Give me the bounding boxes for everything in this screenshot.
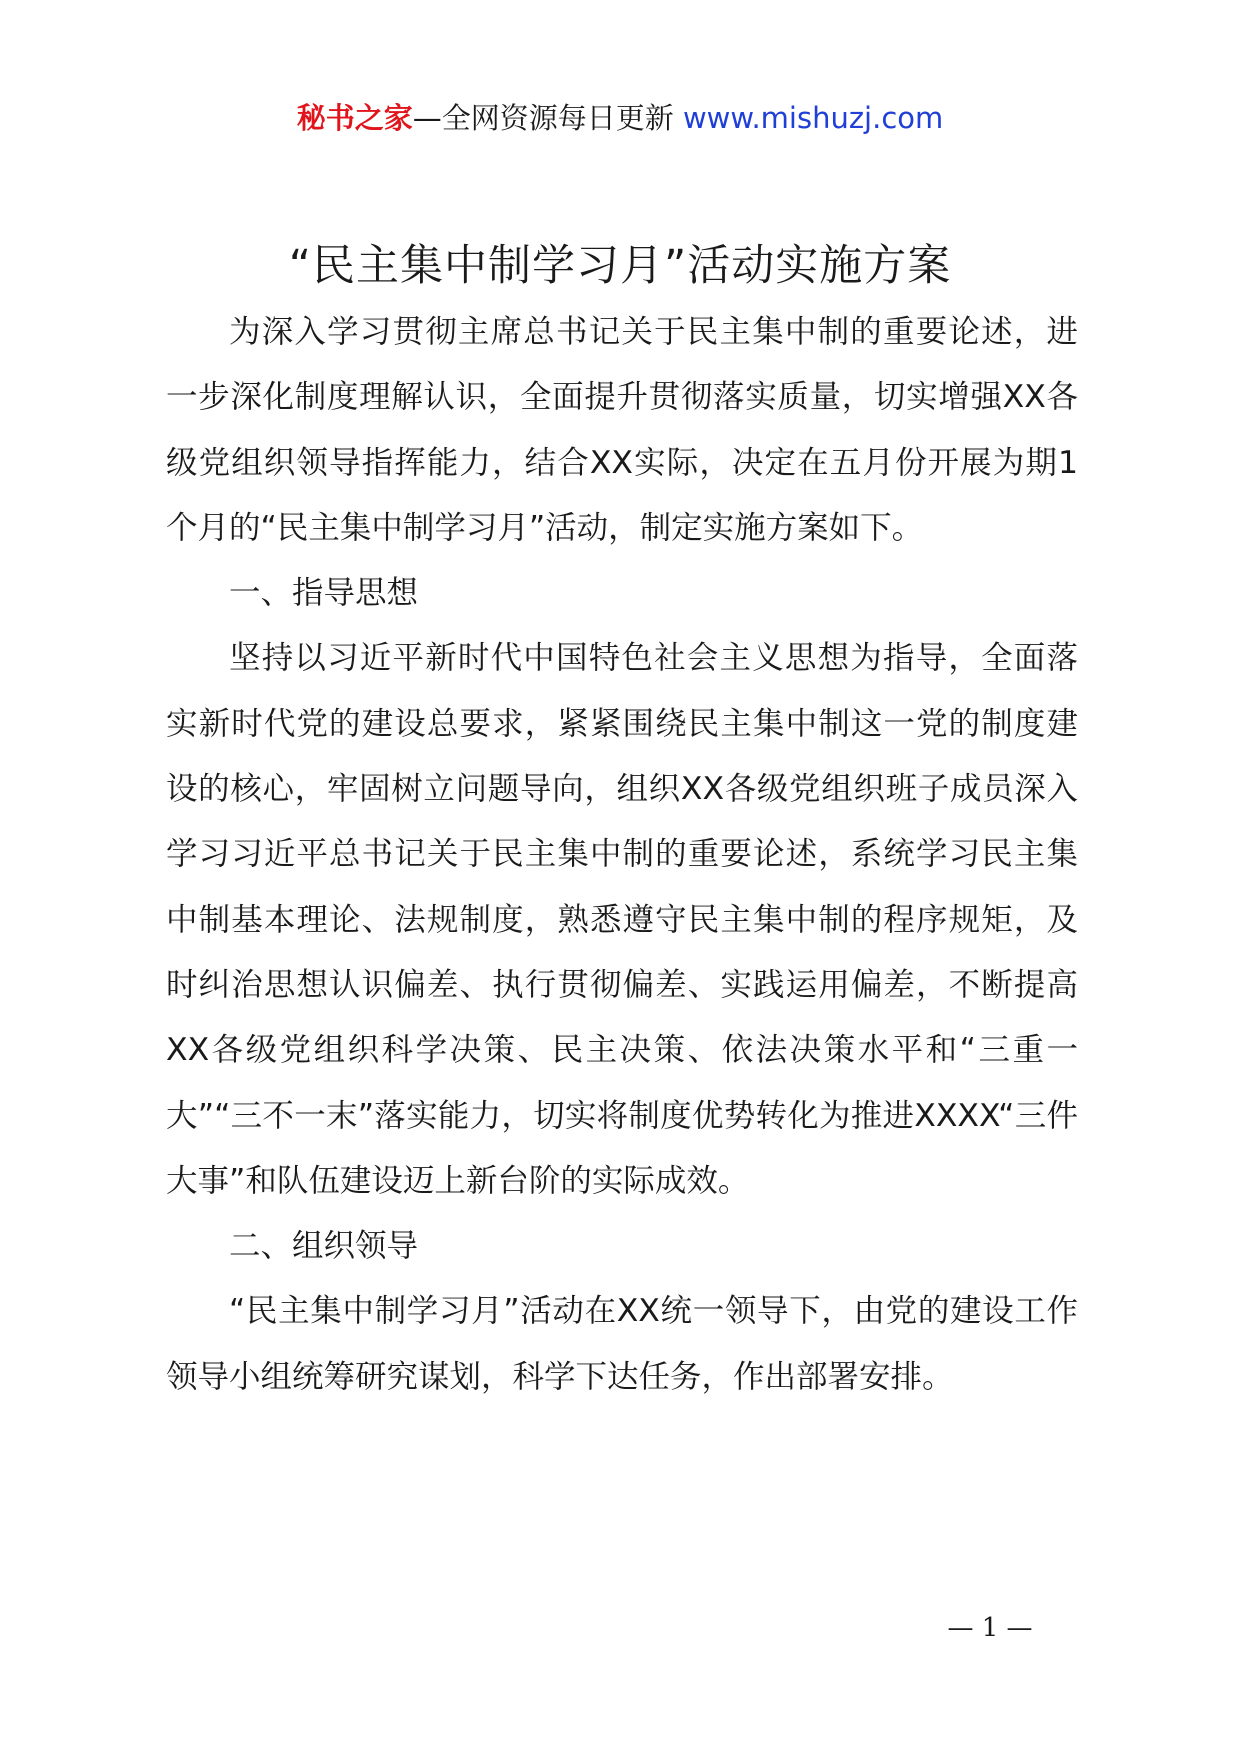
site-slogan: —全网资源每日更新 bbox=[412, 101, 683, 135]
guiding-ideology-paragraph: 坚持以习近平新时代中国特色社会主义思想为指导，全面落实新时代党的建设总要求，紧紧围绕民主集中制这一党的制度建设的核心，牢固树立问题导向，组织XX各级党组织班子成员深入学习习近平总书记关于民主集中制的重要论述，系统学习民主集中制基本理论、法规制度，熟悉遵守民主集中制的程序规矩，及时纠治思想认识偏差、执行贯彻偏差、实践运用偏差，不断提高XX各级党组织科学决策、民主决策、依法决策水平和“三重一大”“三不一末”落实能力，切实将制度优势转化为推进XXXX“三件大事”和队伍建设迈上新台阶的实际成效。 bbox=[166, 640, 1078, 1199]
organization-leadership-paragraph: “民主集中制学习月”活动在XX统一领导下，由党的建设工作领导小组统筹研究谋划，科学下达任务，作出部署安排。 bbox=[166, 1293, 1078, 1395]
section-heading-guiding-ideology: 一、指导思想 bbox=[229, 575, 419, 612]
document-body bbox=[166, 300, 1078, 1410]
intro-paragraph: 为深入学习贯彻主席总书记关于民主集中制的重要论述，进一步深化制度理解认识，全面提升贯彻落实质量，切实增强XX各级党组织领导指挥能力，结合XX实际，决定在五月份开展为期1个月的“民主集中制学习月”活动，制定实施方案如下。 bbox=[166, 314, 1078, 546]
page-number: — 1 — bbox=[947, 1613, 1033, 1643]
document-title: “民主集中制学习月”活动实施方案 bbox=[288, 241, 952, 291]
section-heading-organization-leadership: 二、组织领导 bbox=[229, 1228, 419, 1265]
site-header bbox=[0, 98, 1240, 138]
site-url-link[interactable]: www.mishuzj.com bbox=[682, 101, 944, 135]
site-brand: 秘书之家 bbox=[296, 101, 413, 135]
